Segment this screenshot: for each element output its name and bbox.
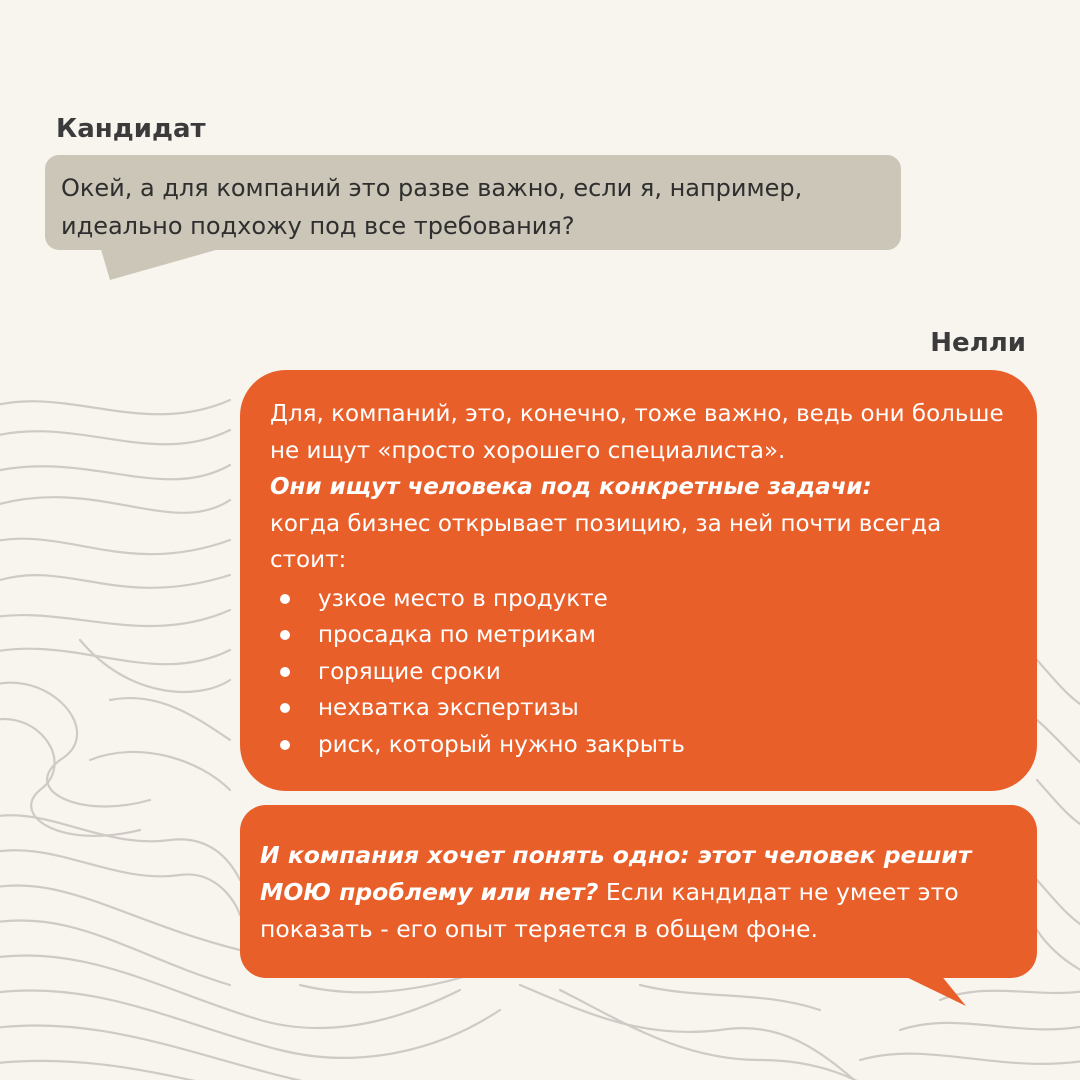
list-item-text: горящие сроки: [318, 658, 501, 685]
nelly-bubble-tail: [900, 974, 970, 1010]
bullet-dot-icon: [280, 630, 290, 640]
nelly-message-intro: Для, компаний, это, конечно, тоже важно, ведь они больше не ищут «просто хорошего специалиста».: [270, 401, 1004, 464]
candidate-bubble-tail: [100, 246, 240, 286]
list-item: [270, 654, 1007, 691]
list-item-text: риск, который нужно закрыть: [318, 731, 685, 758]
bullet-list: [270, 581, 1007, 764]
speaker-label-nelly: Нелли: [930, 328, 1026, 358]
list-item: [270, 581, 1007, 618]
bullet-dot-icon: [280, 594, 290, 604]
nelly-message-bubble-2: [240, 805, 1037, 978]
nelly-message-bubble-1: [240, 370, 1037, 791]
nelly-message-continuation: когда бизнес открывает позицию, за ней почти всегда стоит:: [270, 510, 942, 573]
nelly-message-2-rest: Если кандидат не умеет это показать - его опыт теряется в общем фоне.: [260, 878, 959, 943]
candidate-message-text: Окей, а для компаний это разве важно, если я, например, идеально подхожу под все требования?: [61, 174, 803, 240]
nelly-message-2-emphasis: И компания хочет понять одно: этот человек решит МОЮ проблему или нет?: [260, 841, 972, 906]
list-item-text: узкое место в продукте: [318, 585, 608, 612]
bullet-dot-icon: [280, 667, 290, 677]
speaker-label-candidate: Кандидат: [56, 114, 206, 144]
list-item-text: просадка по метрикам: [318, 622, 596, 648]
list-item: [270, 617, 1007, 654]
candidate-message-bubble: [45, 155, 901, 250]
list-item: [270, 727, 1007, 764]
bullet-dot-icon: [280, 740, 290, 750]
nelly-message-emphasis: Они ищут человека под конкретные задачи:: [270, 474, 872, 500]
list-item-text: нехватка экспертизы: [318, 695, 579, 721]
list-item: [270, 690, 1007, 727]
nelly-message-2-text: [260, 837, 1017, 948]
bullet-dot-icon: [280, 703, 290, 713]
